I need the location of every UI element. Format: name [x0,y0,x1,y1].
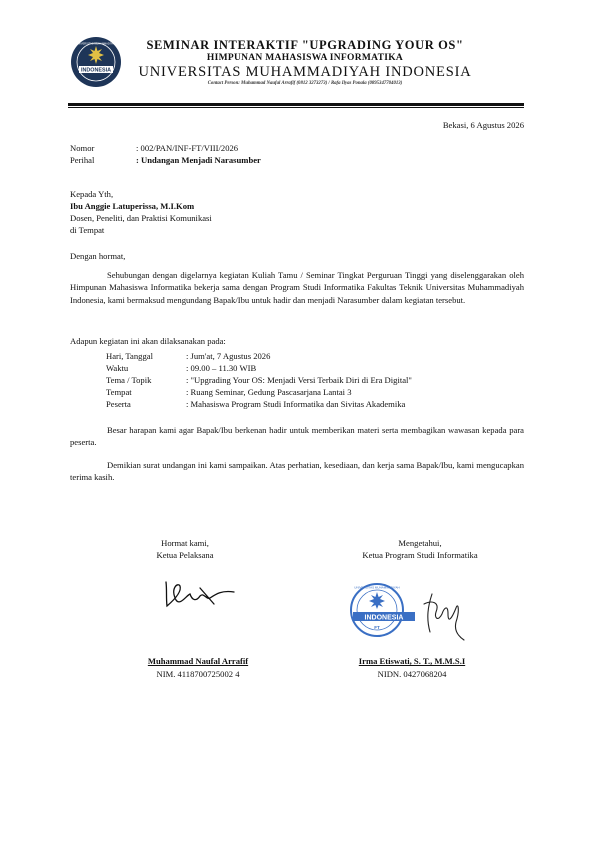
detail-label: Peserta [106,399,131,409]
signature-left [160,578,236,612]
header-rule-thick [68,103,524,106]
header-rule-thin [68,107,524,108]
recipient-title: Dosen, Peneliti, dan Praktisi Komunikasi [70,213,212,223]
detail-value: : Mahasiswa Program Studi Informatika dan Sivitas Akademika [186,399,406,409]
recipient-name: Ibu Anggie Latuperissa, M.I.Kom [70,201,195,211]
stamp-sub-text: FT [374,625,380,630]
university-name: UNIVERSITAS MUHAMMADIYAH INDONESIA [138,64,472,80]
meta-subject [70,154,261,166]
left-role: Ketua Pelaksana [156,550,214,560]
seminar-title: SEMINAR INTERAKTIF "UPGRADING YOUR OS" [146,38,464,52]
details-intro: Adapun kegiatan ini akan dilaksanakan pada: [70,336,226,346]
paragraph-opening: Sehubungan dengan digelarnya kegiatan Kuliah Tamu / Seminar Tingkat Perguruan Tinggi yang diselenggarakan oleh Himpunan Mahasiswa Informatika bekerja sama dengan Program Studi Informatika Fakultas Teknik Universitas Muhammadiyah Indonesia, kami bermaksud mengundang Bapak/Ibu untuk hadir dan menjadi Narasumber dalam kegiatan tersebut. [70,270,524,305]
recipient-to: Kepada Yth, [70,189,114,199]
right-closing: Mengetahui, [398,538,442,548]
right-role: Ketua Program Studi Informatika [362,550,478,560]
detail-value: : "Upgrading Your OS: Menjadi Versi Terbaik Diri di Era Digital" [186,375,412,385]
recipient-place: di Tempat [70,225,105,235]
organizer-name: HIMPUNAN MAHASISWA INFORMATIKA [206,53,404,63]
contact-person: Contact Person: Muhammad Naufal Arrafif (0812 3273273) / Rafa Ilyas Ponala (0895347704013) [207,81,403,86]
detail-label: Waktu [106,363,129,373]
signature-right [418,588,466,642]
stamp-ring-text: UNIVERSITAS MUHAMMADIYAH [354,585,400,590]
detail-value: : Ruang Seminar, Gedung Pascasarjana Lantai 3 [186,387,352,397]
meta-label: Nomor [70,143,95,153]
right-signer-name: Irma Etiswati, S. T., M.M.S.I [358,656,466,666]
greeting: Dengan hormat, [70,251,126,261]
meta-value: : 002/PAN/INF-FT/VIII/2026 [136,143,239,153]
detail-time [106,362,256,374]
detail-theme [106,374,412,386]
detail-venue [106,386,352,398]
meta-value: : Undangan Menjadi Narasumber [136,155,261,165]
left-signer-name: Muhammad Naufal Arrafif [147,656,249,666]
left-closing: Hormat kami, [161,538,209,548]
detail-value: : 09.00 – 11.30 WIB [186,363,257,373]
detail-label: Hari, Tanggal [106,351,153,361]
left-signer-id: NIM. 4118700725002 4 [156,669,240,679]
letter-date: Bekasi, 6 Agustus 2026 [442,120,524,130]
paragraph-hope: Besar harapan kami agar Bapak/Ibu berkenan hadir untuk memberikan materi serta membagikan wawasan kepada para peserta. [70,425,524,448]
logo-text: INDONESIA [81,67,111,74]
stamp-text: INDONESIA [364,614,404,622]
detail-day-date [106,350,270,362]
meta-label: Perihal [70,155,95,165]
meta-number [70,142,238,154]
detail-label: Tema / Topik [106,375,152,385]
paragraph-closing: Demikian surat undangan ini kami sampaikan. Atas perhatian, kesediaan, dan kerja sama Bapak/Ibu, kami mengucapkan terima kasih. [70,460,524,483]
detail-value: : Jum'at, 7 Agustus 2026 [186,351,271,361]
university-logo [70,36,122,88]
right-signer-id: NIDN. 0427068204 [377,669,447,679]
detail-label: Tempat [106,387,132,397]
logo-ring-text: UNIVERSITAS MUHAMMADIYAH [76,42,116,46]
detail-participants [106,398,405,410]
